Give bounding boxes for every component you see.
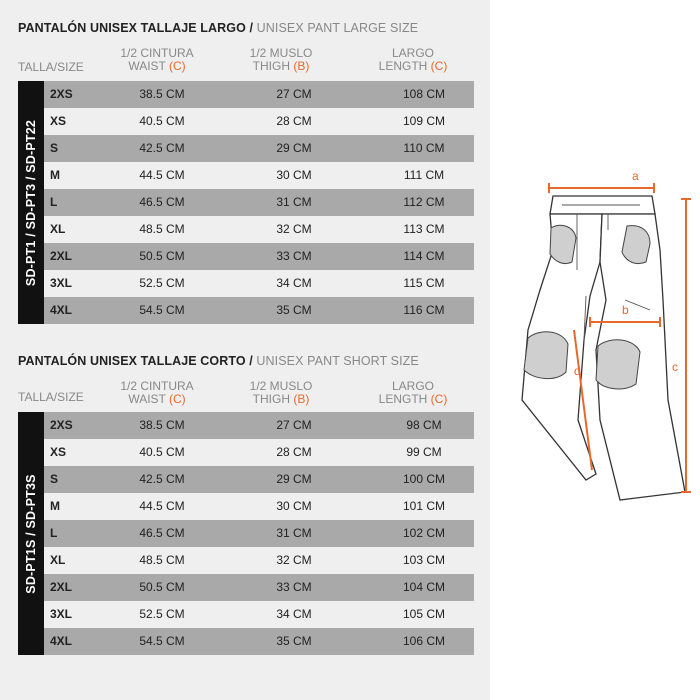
- cell-waist: 42.5 CM: [139, 141, 185, 155]
- cell-waist: 44.5 CM: [139, 168, 185, 182]
- cell-length: 103 CM: [402, 553, 446, 567]
- cell-size: S: [50, 141, 59, 155]
- cell-waist: 46.5 CM: [139, 195, 185, 209]
- pant-diagram: [490, 0, 700, 700]
- thigh-header-short: 1/2 MUSLO THIGH (B): [249, 379, 313, 406]
- large-title-en: UNISEX PANT LARGE SIZE: [256, 21, 419, 35]
- cell-size: XS: [50, 445, 67, 459]
- table-row: [44, 189, 474, 216]
- cell-thigh: 28 CM: [276, 114, 312, 128]
- cell-thigh: 31 CM: [276, 526, 312, 540]
- table-row: [44, 108, 474, 135]
- table-row: [44, 297, 474, 324]
- cell-length: 106 CM: [402, 634, 446, 648]
- cell-size: XL: [50, 222, 66, 236]
- cell-size: 2XS: [50, 87, 73, 101]
- cell-thigh: 29 CM: [276, 141, 312, 155]
- large-size-table: [18, 81, 458, 324]
- cell-waist: 50.5 CM: [139, 249, 185, 263]
- cell-waist: 54.5 CM: [139, 634, 185, 648]
- large-size-title: [18, 21, 418, 35]
- table-row: [44, 466, 474, 493]
- cell-size: 3XL: [50, 607, 73, 621]
- table-row: [44, 162, 474, 189]
- cell-thigh: 29 CM: [276, 472, 312, 486]
- cell-thigh: 35 CM: [276, 634, 312, 648]
- waist-header: 1/2 CINTURA WAIST (C): [120, 46, 194, 73]
- cell-thigh: 35 CM: [276, 303, 312, 317]
- cell-size: M: [50, 499, 60, 513]
- cell-waist: 52.5 CM: [139, 607, 185, 621]
- cell-size: 4XL: [50, 634, 73, 648]
- cell-size: 2XS: [50, 418, 73, 432]
- cell-size: S: [50, 472, 59, 486]
- cell-length: 104 CM: [402, 580, 446, 594]
- table-row: [44, 520, 474, 547]
- cell-waist: 42.5 CM: [139, 472, 185, 486]
- table-row: [44, 547, 474, 574]
- cell-thigh: 34 CM: [276, 607, 312, 621]
- cell-waist: 38.5 CM: [139, 87, 185, 101]
- cell-length: 100 CM: [402, 472, 446, 486]
- table-row: [44, 628, 474, 655]
- cell-thigh: 33 CM: [276, 580, 312, 594]
- cell-thigh: 34 CM: [276, 276, 312, 290]
- label-c: c: [672, 360, 678, 374]
- cell-size: L: [50, 526, 58, 540]
- cell-waist: 54.5 CM: [139, 303, 185, 317]
- cell-thigh: 32 CM: [276, 222, 312, 236]
- cell-length: 98 CM: [406, 418, 442, 432]
- cell-waist: 40.5 CM: [139, 114, 185, 128]
- cell-waist: 48.5 CM: [139, 553, 185, 567]
- talla-header: TALLA/SIZE: [18, 60, 84, 74]
- label-d: d: [574, 364, 581, 378]
- cell-thigh: 33 CM: [276, 249, 312, 263]
- large-title-es: PANTALÓN UNISEX TALLAJE LARGO /: [18, 21, 254, 35]
- table-row: [44, 135, 474, 162]
- talla-header-short: TALLA/SIZE: [18, 390, 84, 404]
- cell-length: 105 CM: [402, 607, 446, 621]
- cell-thigh: 30 CM: [276, 168, 312, 182]
- length-header-short: LARGO LENGTH (C): [378, 379, 448, 406]
- short-size-title: [18, 354, 419, 368]
- cell-thigh: 32 CM: [276, 553, 312, 567]
- table-row: [44, 270, 474, 297]
- cell-thigh: 27 CM: [276, 418, 312, 432]
- cell-size: 3XL: [50, 276, 73, 290]
- pant-diagram-panel: [490, 0, 700, 700]
- cell-length: 114 CM: [403, 249, 445, 263]
- table-row: [44, 216, 474, 243]
- cell-waist: 40.5 CM: [139, 445, 185, 459]
- cell-length: 99 CM: [406, 445, 442, 459]
- cell-thigh: 27 CM: [276, 87, 312, 101]
- cell-waist: 44.5 CM: [139, 499, 185, 513]
- cell-length: 109 CM: [402, 114, 446, 128]
- cell-thigh: 30 CM: [276, 499, 312, 513]
- cell-length: 101 CM: [402, 499, 446, 513]
- table-row: [44, 493, 474, 520]
- label-b: b: [622, 303, 629, 317]
- cell-thigh: 31 CM: [276, 195, 312, 209]
- length-header: LARGO LENGTH (C): [378, 46, 448, 73]
- cell-length: 113 CM: [403, 222, 445, 236]
- cell-size: XL: [50, 553, 66, 567]
- cell-size: 2XL: [50, 580, 73, 594]
- short-title-en: UNISEX PANT SHORT SIZE: [256, 354, 419, 368]
- cell-size: 2XL: [50, 249, 73, 263]
- cell-waist: 52.5 CM: [139, 276, 185, 290]
- cell-length: 110 CM: [403, 141, 445, 155]
- cell-length: 115 CM: [403, 276, 445, 290]
- table-row: [44, 601, 474, 628]
- cell-waist: 38.5 CM: [139, 418, 185, 432]
- cell-size: 4XL: [50, 303, 73, 317]
- cell-size: M: [50, 168, 60, 182]
- cell-length: 108 CM: [402, 87, 446, 101]
- thigh-header: 1/2 MUSLO THIGH (B): [249, 46, 313, 73]
- cell-length: 111 CM: [403, 168, 445, 182]
- cell-waist: 48.5 CM: [139, 222, 185, 236]
- cell-length: 112 CM: [403, 195, 445, 209]
- cell-size: L: [50, 195, 58, 209]
- table-row: [44, 412, 474, 439]
- cell-waist: 50.5 CM: [139, 580, 185, 594]
- table-row: [44, 243, 474, 270]
- large-model-label: SD-PT1 / SD-PT3 / SD-PT22: [18, 81, 44, 324]
- cell-length: 116 CM: [403, 303, 445, 317]
- label-a: a: [632, 169, 639, 183]
- table-row: [44, 439, 474, 466]
- cell-size: XS: [50, 114, 67, 128]
- cell-thigh: 28 CM: [276, 445, 312, 459]
- cell-waist: 46.5 CM: [139, 526, 185, 540]
- short-model-label: SD-PT1S / SD-PT3S: [18, 412, 44, 655]
- table-row: [44, 81, 474, 108]
- table-row: [44, 574, 474, 601]
- short-title-es: PANTALÓN UNISEX TALLAJE CORTO /: [18, 354, 253, 368]
- waist-header-short: 1/2 CINTURA WAIST (C): [120, 379, 194, 406]
- short-size-table: [18, 412, 458, 655]
- cell-length: 102 CM: [402, 526, 446, 540]
